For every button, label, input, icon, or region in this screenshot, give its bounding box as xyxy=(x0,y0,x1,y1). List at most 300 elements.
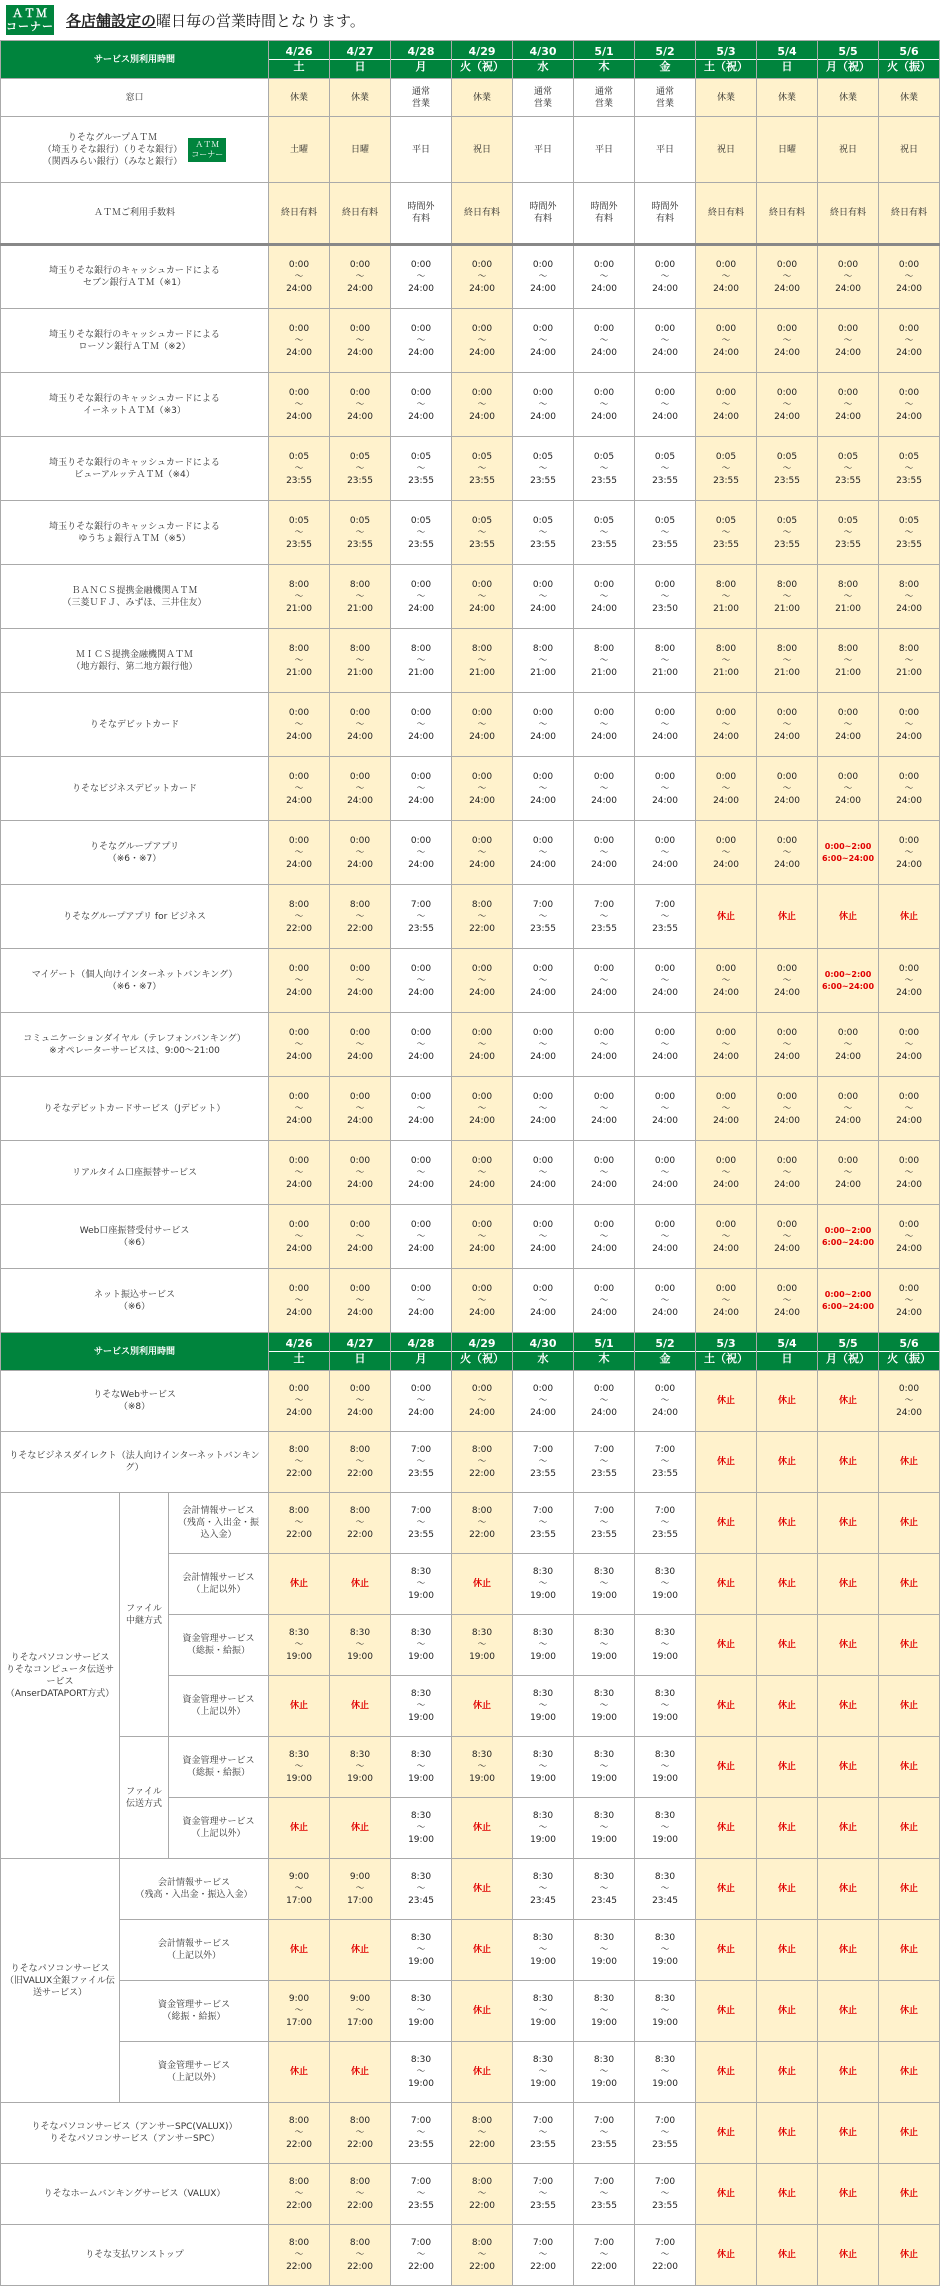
time-cell: 0:00 ～ 24:00 xyxy=(635,1141,696,1205)
header-weekday: 月（祝） xyxy=(818,1351,878,1366)
time-cell: 8:00 ～ 21:00 xyxy=(330,565,391,629)
time-cell: 8:30 ～ 19:00 xyxy=(635,1737,696,1798)
time-cell xyxy=(330,1676,391,1737)
time-cell xyxy=(879,1981,940,2042)
time-cell: 8:00 ～ 22:00 xyxy=(330,2164,391,2225)
time-cell: 0:00 ～ 24:00 xyxy=(330,949,391,1013)
time-cell: 8:30 ～ 19:00 xyxy=(513,1981,574,2042)
suspended-text: 休止 xyxy=(778,911,797,922)
row-label: 資金管理サービス （総振・給振） xyxy=(120,1981,269,2042)
time-cell: 0:00 ～ 24:00 xyxy=(269,821,330,885)
time-cell: 8:00 ～ 22:00 xyxy=(452,2164,513,2225)
suspended-text: 休止 xyxy=(900,2067,919,2077)
time-cell: 7:00 ～ 23:55 xyxy=(391,2164,452,2225)
time-cell: 8:00 ～ 24:00 xyxy=(879,565,940,629)
suspended-text: 休止 xyxy=(290,1579,309,1589)
suspended-text: 休止 xyxy=(351,1579,370,1589)
time-cell: 0:00 ～ 24:00 xyxy=(452,1013,513,1077)
time-cell: 0:00 ～ 24:00 xyxy=(574,1141,635,1205)
row-label: ネット振込サービス （※6） xyxy=(1,1269,269,1333)
time-cell: 0:00 ～ 24:00 xyxy=(879,821,940,885)
row-label-text: りそなグループＡＴＭ （埼玉りそな銀行）（りそな銀行） （関西みらい銀行）（みなと銀行） xyxy=(42,132,183,167)
time-cell: 通常 営業 xyxy=(574,79,635,117)
suspended-text: 休止 xyxy=(900,1640,919,1650)
time-cell: 0:00 ～ 24:00 xyxy=(574,373,635,437)
time-cell: 0:00 ～ 24:00 xyxy=(635,1371,696,1432)
suspended-text: 休止 xyxy=(473,2067,492,2077)
time-cell: 休業 xyxy=(818,79,879,117)
time-cell: 0:05 ～ 23:55 xyxy=(635,501,696,565)
time-cell xyxy=(879,1798,940,1859)
time-cell: 8:30 ～ 19:00 xyxy=(452,1737,513,1798)
row-label: コミュニケーションダイヤル（テレフォンバンキング） ※オペレーターサービスは、9:00～21:00 xyxy=(1,1013,269,1077)
time-cell: 0:00 ～ 24:00 xyxy=(696,821,757,885)
suspended-text: 休止 xyxy=(717,1640,736,1650)
time-cell: 8:30 ～ 23:45 xyxy=(391,1859,452,1920)
time-cell xyxy=(330,2042,391,2103)
time-cell: 0:00 ～ 24:00 xyxy=(513,565,574,629)
time-cell xyxy=(696,885,757,949)
badge-line2: コーナー xyxy=(6,20,54,33)
suspended-text: 休止 xyxy=(778,1701,797,1711)
suspended-text: 休止 xyxy=(290,2067,309,2077)
suspended-text: 休止 xyxy=(778,2250,797,2260)
suspended-text: 休止 xyxy=(717,2067,736,2077)
schedule-row xyxy=(1,373,940,437)
time-cell xyxy=(818,1615,879,1676)
time-cell: 0:00 ～ 24:00 xyxy=(513,949,574,1013)
suspended-text: 休止 xyxy=(473,1823,492,1833)
time-cell: 0:05 ～ 23:55 xyxy=(696,437,757,501)
suspended-text: 休止 xyxy=(900,2128,919,2138)
time-cell: 0:00 ～ 24:00 xyxy=(635,245,696,309)
schedule-row xyxy=(1,1269,940,1333)
header-date: 4/29 xyxy=(468,45,496,58)
time-cell: 7:00 ～ 23:55 xyxy=(513,2103,574,2164)
schedule-row xyxy=(1,79,940,117)
header-date-cell xyxy=(391,41,452,79)
header-date: 4/29 xyxy=(468,1337,496,1350)
time-cell: 0:00 ～ 24:00 xyxy=(696,245,757,309)
schedule-row xyxy=(1,821,940,885)
time-cell: 0:00 ～ 24:00 xyxy=(269,245,330,309)
time-cell: 8:00 ～ 21:00 xyxy=(391,629,452,693)
time-cell: 平日 xyxy=(513,117,574,183)
time-cell: 0:00 ～ 24:00 xyxy=(696,1077,757,1141)
time-cell: 0:00 ～ 24:00 xyxy=(269,309,330,373)
time-cell xyxy=(757,885,818,949)
time-cell: 日曜 xyxy=(757,117,818,183)
header-date: 5/1 xyxy=(594,45,614,58)
time-cell: 0:00 ～ 24:00 xyxy=(391,1205,452,1269)
group-label-file-transfer: ファイル 伝送方式 xyxy=(120,1737,169,1859)
time-cell xyxy=(818,1269,879,1333)
header-weekday: 日 xyxy=(330,59,390,74)
time-cell xyxy=(696,1676,757,1737)
time-cell: 0:00 ～ 24:00 xyxy=(879,1013,940,1077)
time-cell: 0:00 ～ 24:00 xyxy=(391,565,452,629)
time-cell: 8:00 ～ 22:00 xyxy=(452,1432,513,1493)
suspended-text: 休止 xyxy=(839,2128,858,2138)
time-cell: 0:00 ～ 24:00 xyxy=(757,1269,818,1333)
header-date-cell xyxy=(696,1333,757,1371)
suspended-text: 休止 xyxy=(839,1762,858,1772)
row-label: りそなデビットカードサービス（Jデビット） xyxy=(1,1077,269,1141)
time-cell: 0:00 ～ 24:00 xyxy=(818,1013,879,1077)
time-cell: 0:00 ～ 24:00 xyxy=(635,821,696,885)
time-cell: 8:00 ～ 21:00 xyxy=(513,629,574,693)
row-label: りそなホームバンキングサービス（VALUX） xyxy=(1,2164,269,2225)
time-cell: 8:30 ～ 19:00 xyxy=(330,1737,391,1798)
suspended-text: 休止 xyxy=(778,1579,797,1589)
time-cell: 0:00 ～ 24:00 xyxy=(391,949,452,1013)
row-label: 会計情報サービス （上記以外） xyxy=(120,1920,269,1981)
atm-corner-tag: ＡＴＭ コーナー xyxy=(188,138,226,162)
time-cell: 通常 営業 xyxy=(635,79,696,117)
time-cell xyxy=(330,1554,391,1615)
suspended-text: 休止 xyxy=(717,1457,736,1467)
time-cell: 8:00 ～ 21:00 xyxy=(269,629,330,693)
time-cell: 終日有料 xyxy=(818,183,879,245)
header-date-cell xyxy=(818,1333,879,1371)
row-label: りそなデビットカード xyxy=(1,693,269,757)
row-label: 会計情報サービス （残高・入出金・振 込入金） xyxy=(169,1493,269,1554)
time-cell: 0:05 ～ 23:55 xyxy=(574,437,635,501)
time-cell xyxy=(818,949,879,1013)
time-cell: 7:00 ～ 22:00 xyxy=(635,2225,696,2286)
time-cell: 0:00 ～ 24:00 xyxy=(330,1371,391,1432)
header-weekday: 木 xyxy=(574,59,634,74)
time-cell xyxy=(879,1859,940,1920)
time-cell: 0:00 ～ 24:00 xyxy=(818,693,879,757)
time-cell: 7:00 ～ 23:55 xyxy=(574,2103,635,2164)
time-cell: 7:00 ～ 23:55 xyxy=(391,1493,452,1554)
time-cell: 8:00 ～ 22:00 xyxy=(269,1493,330,1554)
suspended-text: 休止 xyxy=(900,1823,919,1833)
time-cell: 0:00 ～ 24:00 xyxy=(879,757,940,821)
time-cell xyxy=(269,1676,330,1737)
time-cell: 日曜 xyxy=(330,117,391,183)
suspended-text: 休止 xyxy=(778,1457,797,1467)
suspended-text: 休止 xyxy=(839,2250,858,2260)
time-cell: 0:00 ～ 24:00 xyxy=(513,1269,574,1333)
schedule-row xyxy=(1,1920,940,1981)
time-cell: 0:00 ～ 24:00 xyxy=(879,1269,940,1333)
time-cell: 0:00 ～ 24:00 xyxy=(879,949,940,1013)
header-date: 4/27 xyxy=(346,45,374,58)
schedule-row xyxy=(1,1013,940,1077)
time-cell: 0:00 ～ 24:00 xyxy=(757,757,818,821)
time-cell: 0:00 ～ 24:00 xyxy=(879,1205,940,1269)
time-cell: 時間外 有料 xyxy=(513,183,574,245)
suspended-text: 休止 xyxy=(717,1762,736,1772)
time-cell xyxy=(818,821,879,885)
header-weekday: 水 xyxy=(513,59,573,74)
row-label: りそなビジネスダイレクト（法人向けインターネットバンキング） xyxy=(1,1432,269,1493)
suspended-text: 休止 xyxy=(839,2189,858,2199)
time-cell: 8:30 ～ 19:00 xyxy=(391,1676,452,1737)
time-cell: 0:05 ～ 23:55 xyxy=(879,501,940,565)
time-cell: 7:00 ～ 23:55 xyxy=(513,1432,574,1493)
schedule-row xyxy=(1,245,940,309)
time-cell: 8:00 ～ 22:00 xyxy=(452,2225,513,2286)
time-cell: 8:00 ～ 21:00 xyxy=(879,629,940,693)
schedule-row xyxy=(1,1737,940,1798)
header-date-cell xyxy=(574,41,635,79)
suspended-text: 休止 xyxy=(351,1945,370,1955)
header-weekday: 土 xyxy=(269,59,329,74)
suspended-text: 休止 xyxy=(473,1884,492,1894)
suspended-text: 休止 xyxy=(900,1884,919,1894)
header-weekday: 火（振） xyxy=(879,1351,939,1366)
schedule-row xyxy=(1,117,940,183)
time-cell xyxy=(818,1493,879,1554)
intro-bar xyxy=(0,0,940,40)
header-weekday: 月 xyxy=(391,59,451,74)
header-weekday: 金 xyxy=(635,59,695,74)
atm-corner-badge xyxy=(6,5,54,35)
time-cell xyxy=(452,1981,513,2042)
time-cell: 8:00 ～ 22:00 xyxy=(269,2225,330,2286)
time-cell: 7:00 ～ 23:55 xyxy=(635,1432,696,1493)
time-cell: 0:00 ～ 24:00 xyxy=(269,949,330,1013)
header-date-cell xyxy=(452,1333,513,1371)
row-label: 窓口 xyxy=(1,79,269,117)
time-cell: 0:00 ～ 24:00 xyxy=(391,373,452,437)
time-cell xyxy=(330,1920,391,1981)
time-cell: 0:00 ～ 24:00 xyxy=(391,1371,452,1432)
suspended-text: 休止 xyxy=(900,1945,919,1955)
time-cell: 0:00 ～ 24:00 xyxy=(391,1269,452,1333)
time-cell: 0:00 ～ 24:00 xyxy=(696,693,757,757)
time-cell: 8:00 ～ 22:00 xyxy=(330,885,391,949)
time-cell: 8:30 ～ 19:00 xyxy=(391,1981,452,2042)
time-cell: 0:00 ～ 24:00 xyxy=(513,309,574,373)
time-cell: 0:00 ～ 23:50 xyxy=(635,565,696,629)
time-cell xyxy=(818,2164,879,2225)
time-cell: 8:00 ～ 21:00 xyxy=(818,629,879,693)
suspended-text: 休止 xyxy=(717,2250,736,2260)
group-label-valux: りそなパソコンサービス （旧VALUX全銀ファイル伝 送サービス） xyxy=(1,1859,120,2103)
time-cell xyxy=(757,1737,818,1798)
time-cell: 0:00 ～ 24:00 xyxy=(269,1371,330,1432)
time-cell: 0:00 ～ 24:00 xyxy=(757,1141,818,1205)
time-cell: 8:30 ～ 19:00 xyxy=(635,1615,696,1676)
header-weekday: 土（祝） xyxy=(696,59,756,74)
schedule-row xyxy=(1,629,940,693)
schedule-row xyxy=(1,757,940,821)
header-date-cell xyxy=(696,41,757,79)
header-title: サービス別利用時間 xyxy=(1,1333,269,1371)
suspended-text: 休止 xyxy=(900,2250,919,2260)
time-cell: 0:05 ～ 23:55 xyxy=(757,501,818,565)
suspended-text: 休止 xyxy=(290,1701,309,1711)
time-cell xyxy=(757,1981,818,2042)
time-cell: 9:00 ～ 17:00 xyxy=(269,1981,330,2042)
header-row xyxy=(1,1333,940,1371)
time-cell: 0:00 ～ 24:00 xyxy=(757,309,818,373)
header-date: 4/30 xyxy=(529,1337,557,1350)
time-cell: 0:00 ～ 24:00 xyxy=(513,757,574,821)
time-cell: 8:00 ～ 21:00 xyxy=(696,565,757,629)
header-date-cell xyxy=(269,1333,330,1371)
header-date-cell xyxy=(757,1333,818,1371)
header-weekday: 月 xyxy=(391,1351,451,1366)
time-cell xyxy=(757,1615,818,1676)
time-cell: 0:00 ～ 24:00 xyxy=(391,245,452,309)
time-cell: 終日有料 xyxy=(757,183,818,245)
time-cell: 休業 xyxy=(757,79,818,117)
time-cell: 0:00 ～ 24:00 xyxy=(879,245,940,309)
header-date-cell xyxy=(452,41,513,79)
time-cell: 8:30 ～ 19:00 xyxy=(391,2042,452,2103)
time-cell: 8:00 ～ 21:00 xyxy=(269,565,330,629)
time-cell xyxy=(452,2042,513,2103)
row-label: 資金管理サービス （総振・給振） xyxy=(169,1615,269,1676)
suspended-text: 休止 xyxy=(717,2006,736,2016)
schedule-row xyxy=(1,2103,940,2164)
time-cell xyxy=(879,1554,940,1615)
schedule-row xyxy=(1,2225,940,2286)
time-cell: 0:00 ～ 24:00 xyxy=(452,373,513,437)
time-cell: 0:00 ～ 24:00 xyxy=(574,1013,635,1077)
header-date: 5/4 xyxy=(777,45,797,58)
time-cell: 0:00 ～ 24:00 xyxy=(635,1269,696,1333)
time-cell: 8:00 ～ 21:00 xyxy=(452,629,513,693)
time-cell: 8:00 ～ 22:00 xyxy=(330,2225,391,2286)
time-cell: 祝日 xyxy=(696,117,757,183)
row-label: 会計情報サービス （残高・入出金・振込入金） xyxy=(120,1859,269,1920)
time-cell: 8:00 ～ 21:00 xyxy=(635,629,696,693)
time-cell: 0:00 ～ 24:00 xyxy=(635,757,696,821)
header-date-cell xyxy=(391,1333,452,1371)
time-cell: 0:05 ～ 23:55 xyxy=(513,501,574,565)
intro-text xyxy=(66,10,365,31)
time-cell: 0:00 ～ 24:00 xyxy=(330,693,391,757)
suspended-text: 休止 xyxy=(778,2067,797,2077)
header-weekday: 火（祝） xyxy=(452,1351,512,1366)
time-cell: 終日有料 xyxy=(452,183,513,245)
time-cell xyxy=(879,1676,940,1737)
schedule-row xyxy=(1,309,940,373)
suspended-text: 休止 xyxy=(839,1457,858,1467)
suspended-text: 休止 xyxy=(717,911,736,922)
time-cell: 8:30 ～ 19:00 xyxy=(635,2042,696,2103)
time-cell: 8:00 ～ 21:00 xyxy=(574,629,635,693)
time-cell: 8:30 ～ 19:00 xyxy=(269,1615,330,1676)
intro-text-rest: 曜日毎の営業時間となります。 xyxy=(156,11,365,30)
suspended-text: 休止 xyxy=(351,1823,370,1833)
suspended-text: 休止 xyxy=(839,1640,858,1650)
time-cell: 0:00 ～ 24:00 xyxy=(452,757,513,821)
time-cell: 0:00 ～ 24:00 xyxy=(452,693,513,757)
time-cell xyxy=(696,2225,757,2286)
time-cell xyxy=(818,2225,879,2286)
time-cell: 0:00 ～ 24:00 xyxy=(574,1077,635,1141)
time-cell: 0:00 ～ 24:00 xyxy=(574,1205,635,1269)
row-label: 埼玉りそな銀行のキャッシュカードによる ローソン銀行ＡＴＭ（※2） xyxy=(1,309,269,373)
time-cell: 0:00 ～ 24:00 xyxy=(269,693,330,757)
time-cell xyxy=(696,1981,757,2042)
time-cell xyxy=(452,1554,513,1615)
header-date: 4/26 xyxy=(285,45,313,58)
time-cell xyxy=(269,2042,330,2103)
time-cell xyxy=(818,885,879,949)
row-label: 資金管理サービス （総振・給振） xyxy=(169,1737,269,1798)
time-cell xyxy=(696,2042,757,2103)
time-cell: 9:00 ～ 17:00 xyxy=(330,1859,391,1920)
time-cell: 0:00 ～ 24:00 xyxy=(452,821,513,885)
suspended-text: 休止 xyxy=(717,1945,736,1955)
time-cell: 8:30 ～ 23:45 xyxy=(635,1859,696,1920)
schedule-row xyxy=(1,885,940,949)
time-cell xyxy=(818,1432,879,1493)
time-cell: 0:00 ～ 24:00 xyxy=(452,245,513,309)
time-cell: 8:30 ～ 19:00 xyxy=(574,1981,635,2042)
time-cell: 平日 xyxy=(391,117,452,183)
time-cell xyxy=(757,1371,818,1432)
row-label: 資金管理サービス （上記以外） xyxy=(169,1798,269,1859)
time-cell: 時間外 有料 xyxy=(391,183,452,245)
time-cell xyxy=(452,1859,513,1920)
time-cell: 0:00 ～ 24:00 xyxy=(330,1205,391,1269)
time-cell: 平日 xyxy=(574,117,635,183)
time-cell: 8:00 ～ 22:00 xyxy=(330,1432,391,1493)
time-cell: 8:00 ～ 22:00 xyxy=(330,2103,391,2164)
suspended-text: 休止 xyxy=(473,1579,492,1589)
header-date: 5/2 xyxy=(655,45,675,58)
time-cell: 8:00 ～ 22:00 xyxy=(269,1432,330,1493)
time-cell xyxy=(696,1432,757,1493)
schedule-row xyxy=(1,1432,940,1493)
time-cell: 8:30 ～ 19:00 xyxy=(574,2042,635,2103)
time-cell: 休業 xyxy=(696,79,757,117)
suspended-text: 休止 xyxy=(473,2006,492,2016)
schedule-row xyxy=(1,1493,940,1554)
time-cell: 8:30 ～ 19:00 xyxy=(513,1676,574,1737)
time-cell xyxy=(818,1859,879,1920)
time-cell: 0:00 ～ 24:00 xyxy=(452,1371,513,1432)
time-cell: 0:00 ～ 24:00 xyxy=(513,1013,574,1077)
time-cell xyxy=(879,1737,940,1798)
time-cell: 0:00 ～ 24:00 xyxy=(452,1141,513,1205)
time-cell: 7:00 ～ 23:55 xyxy=(391,885,452,949)
time-cell: 0:00 ～ 24:00 xyxy=(391,1077,452,1141)
header-date: 5/1 xyxy=(594,1337,614,1350)
time-cell: 0:00 ～ 24:00 xyxy=(269,1013,330,1077)
time-cell: 0:00 ～ 24:00 xyxy=(879,373,940,437)
row-label: 資金管理サービス （上記以外） xyxy=(169,1676,269,1737)
time-cell xyxy=(818,1920,879,1981)
time-cell xyxy=(452,1798,513,1859)
suspended-text: 休止 xyxy=(839,1945,858,1955)
time-cell: 0:05 ～ 23:55 xyxy=(574,501,635,565)
header-row xyxy=(1,41,940,79)
schedule-table xyxy=(0,40,940,2286)
time-cell xyxy=(757,2042,818,2103)
time-cell: 8:00 ～ 21:00 xyxy=(696,629,757,693)
time-cell xyxy=(818,1205,879,1269)
row-label: 資金管理サービス （上記以外） xyxy=(120,2042,269,2103)
time-cell: 0:00 ～ 24:00 xyxy=(757,821,818,885)
header-date-cell xyxy=(513,1333,574,1371)
suspended-text: 休止 xyxy=(900,1762,919,1772)
suspended-text: 休止 xyxy=(839,1579,858,1589)
time-cell: 休業 xyxy=(879,79,940,117)
time-cell xyxy=(818,1737,879,1798)
suspended-text: 休止 xyxy=(900,1457,919,1467)
special-hours-text: 0:00~2:00 6:00~24:00 xyxy=(821,969,875,991)
